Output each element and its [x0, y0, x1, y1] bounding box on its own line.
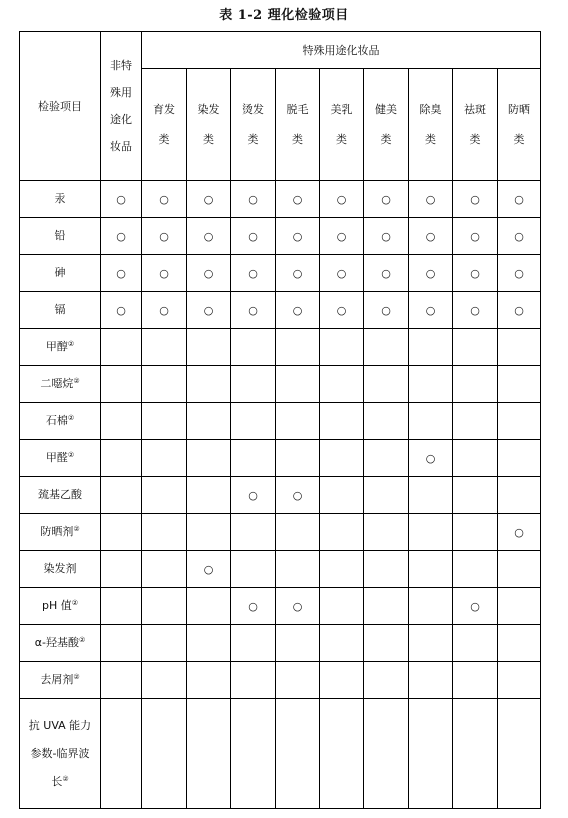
applicability-cell: ○ [187, 292, 231, 329]
header-category-line: 类 [513, 132, 525, 146]
applicability-cell [142, 514, 187, 551]
applicability-cell [142, 477, 187, 514]
applicability-cell: ○ [231, 181, 276, 218]
footnote-marker: ② [67, 340, 75, 348]
footnote-marker: ② [73, 377, 80, 385]
row-item-label-text: 去屑剂 [40, 673, 74, 686]
applicability-cell: ○ [276, 181, 320, 218]
row-item-label-text: 抗 UVA 能力 [28, 718, 92, 732]
table-title: 表 1-2 理化检验项目 [219, 8, 349, 23]
row-item-label-text: pH 值 [41, 599, 72, 612]
row-item-label-text: 参数-临界波 [30, 746, 90, 760]
header-category-line: 类 [247, 132, 259, 146]
applicability-cell: ○ [276, 292, 320, 329]
applicability-cell [142, 699, 187, 809]
applicability-cell [409, 366, 453, 403]
applicability-cell: ○ [453, 218, 498, 255]
applicability-cell [276, 699, 320, 809]
table-row [20, 181, 541, 218]
applicability-cell [498, 699, 541, 809]
applicability-cell [364, 662, 409, 699]
applicability-cell [409, 625, 453, 662]
applicability-cell: ○ [364, 218, 409, 255]
applicability-cell [453, 662, 498, 699]
row-item-label [20, 255, 101, 292]
applicability-cell [453, 477, 498, 514]
applicability-cell: ○ [320, 255, 364, 292]
row-item-label-line [20, 259, 100, 287]
applicability-cell: ○ [320, 292, 364, 329]
applicability-cell: ○ [187, 181, 231, 218]
row-item-label [20, 292, 101, 329]
applicability-cell [276, 662, 320, 699]
applicability-cell [320, 625, 364, 662]
applicability-cell [453, 366, 498, 403]
inspection-items-table [19, 31, 541, 809]
row-item-label-text: 防晒剂 [40, 525, 74, 538]
header-category-line: 类 [158, 132, 170, 146]
applicability-cell [320, 366, 364, 403]
applicability-cell: ○ [498, 255, 541, 292]
applicability-cell [187, 699, 231, 809]
applicability-cell: ○ [276, 477, 320, 514]
row-item-label [20, 551, 101, 588]
applicability-cell [498, 440, 541, 477]
applicability-cell [498, 551, 541, 588]
applicability-cell [187, 366, 231, 403]
applicability-cell: ○ [101, 181, 142, 218]
header-category [142, 69, 187, 181]
applicability-cell [320, 514, 364, 551]
applicability-cell [231, 403, 276, 440]
table-row [20, 329, 541, 366]
applicability-cell: ○ [231, 477, 276, 514]
header-non-special-line: 妆品 [110, 140, 132, 153]
applicability-cell [231, 662, 276, 699]
applicability-cell: ○ [409, 440, 453, 477]
applicability-cell [364, 440, 409, 477]
row-item-label [20, 625, 101, 662]
applicability-cell: ○ [142, 292, 187, 329]
applicability-cell [453, 514, 498, 551]
row-item-label [20, 218, 101, 255]
header-category [276, 69, 320, 181]
applicability-cell [409, 551, 453, 588]
applicability-cell [409, 699, 453, 809]
applicability-cell: ○ [101, 218, 142, 255]
applicability-cell [187, 588, 231, 625]
row-item-label-text: 染发剂 [43, 562, 77, 575]
row-item-label [20, 366, 101, 403]
row-item-label-line [20, 768, 100, 796]
applicability-cell [409, 588, 453, 625]
row-item-label-text: 甲醛 [45, 451, 68, 464]
header-special-cosmetics: 特殊用途化妆品 [142, 32, 541, 69]
applicability-cell [101, 477, 142, 514]
applicability-cell [276, 514, 320, 551]
applicability-cell: ○ [142, 218, 187, 255]
applicability-cell [101, 366, 142, 403]
table-row [20, 588, 541, 625]
applicability-cell [187, 477, 231, 514]
applicability-cell [320, 403, 364, 440]
applicability-cell: ○ [453, 588, 498, 625]
applicability-cell: ○ [409, 218, 453, 255]
header-non-special-line: 殊用 [110, 86, 132, 99]
applicability-cell [320, 662, 364, 699]
row-item-label [20, 440, 101, 477]
applicability-cell: ○ [498, 514, 541, 551]
applicability-cell [498, 625, 541, 662]
row-item-label-line [20, 481, 100, 509]
row-item-label [20, 477, 101, 514]
applicability-cell [364, 477, 409, 514]
applicability-cell [364, 366, 409, 403]
applicability-cell [498, 588, 541, 625]
applicability-cell [409, 403, 453, 440]
applicability-cell [142, 440, 187, 477]
row-item-label-line [20, 666, 100, 694]
applicability-cell: ○ [276, 255, 320, 292]
applicability-cell [409, 514, 453, 551]
applicability-cell: ○ [231, 588, 276, 625]
row-item-label-line [20, 555, 100, 583]
row-item-label [20, 588, 101, 625]
row-item-label-text: 汞 [54, 192, 66, 205]
applicability-cell [453, 699, 498, 809]
applicability-cell [498, 329, 541, 366]
applicability-cell [364, 551, 409, 588]
header-category [320, 69, 364, 181]
row-item-label-line [20, 296, 100, 324]
applicability-cell [409, 477, 453, 514]
applicability-cell [101, 551, 142, 588]
applicability-cell: ○ [409, 181, 453, 218]
row-item-label-line [20, 712, 100, 740]
header-category-line: 类 [336, 132, 347, 146]
table-row [20, 403, 541, 440]
applicability-cell [142, 403, 187, 440]
applicability-cell [101, 440, 142, 477]
applicability-cell [231, 366, 276, 403]
table-row [20, 255, 541, 292]
footnote-marker: ② [71, 599, 79, 607]
applicability-cell [101, 588, 142, 625]
applicability-cell [320, 329, 364, 366]
header-category-line: 类 [380, 132, 392, 146]
row-item-label-line [20, 592, 100, 620]
header-category-line: 健美 [375, 102, 397, 116]
applicability-cell [142, 662, 187, 699]
applicability-cell [453, 403, 498, 440]
applicability-cell [101, 514, 142, 551]
applicability-cell [364, 329, 409, 366]
applicability-cell [364, 514, 409, 551]
applicability-cell [320, 588, 364, 625]
header-inspection-item: 检验项目 [20, 32, 101, 181]
row-item-label-line [20, 407, 100, 435]
row-item-label-text: 长 [51, 774, 63, 788]
row-item-label-text: 铅 [54, 229, 66, 242]
applicability-cell [276, 440, 320, 477]
applicability-cell [364, 699, 409, 809]
footnote-marker: ② [67, 451, 75, 459]
table-row [20, 625, 541, 662]
applicability-cell [364, 625, 409, 662]
header-category-line: 美乳 [330, 102, 353, 116]
header-category [409, 69, 453, 181]
row-item-label-line [20, 333, 100, 361]
applicability-cell: ○ [364, 255, 409, 292]
applicability-cell [498, 477, 541, 514]
applicability-cell [320, 440, 364, 477]
header-category-line: 防晒 [508, 102, 530, 116]
applicability-cell: ○ [498, 292, 541, 329]
applicability-cell: ○ [101, 255, 142, 292]
applicability-cell [231, 514, 276, 551]
applicability-cell: ○ [276, 218, 320, 255]
applicability-cell: ○ [276, 588, 320, 625]
applicability-cell [453, 440, 498, 477]
applicability-cell: ○ [453, 181, 498, 218]
footnote-marker: ② [78, 636, 86, 644]
header-category-line: 类 [425, 132, 436, 146]
applicability-cell [409, 329, 453, 366]
row-item-label-line [20, 222, 100, 250]
applicability-cell [187, 662, 231, 699]
row-item-label-text: 砷 [54, 266, 66, 279]
header-category-line: 染发 [197, 102, 220, 116]
applicability-cell [231, 625, 276, 662]
row-item-label-line [20, 629, 100, 657]
applicability-cell [187, 329, 231, 366]
row-item-label-line [20, 185, 100, 213]
row-item-label [20, 514, 101, 551]
header-category [231, 69, 276, 181]
applicability-cell [142, 551, 187, 588]
footnote-marker: ② [73, 525, 80, 533]
table-row [20, 292, 541, 329]
applicability-cell [276, 551, 320, 588]
table-row [20, 551, 541, 588]
header-category [453, 69, 498, 181]
row-item-label [20, 699, 101, 809]
applicability-cell [364, 588, 409, 625]
row-item-label [20, 403, 101, 440]
applicability-cell [453, 329, 498, 366]
applicability-cell [409, 662, 453, 699]
table-row [20, 366, 541, 403]
applicability-cell: ○ [187, 255, 231, 292]
applicability-cell [101, 329, 142, 366]
applicability-cell [142, 588, 187, 625]
row-item-label [20, 662, 101, 699]
row-item-label-line [20, 740, 100, 768]
applicability-cell: ○ [142, 255, 187, 292]
header-category-line: 类 [203, 132, 214, 146]
header-category-line: 脱毛 [286, 102, 309, 116]
applicability-cell [142, 625, 187, 662]
applicability-cell [187, 514, 231, 551]
row-item-label [20, 329, 101, 366]
footnote-marker: ② [67, 414, 75, 422]
applicability-cell [101, 662, 142, 699]
table-row [20, 662, 541, 699]
applicability-cell: ○ [498, 218, 541, 255]
applicability-cell: ○ [142, 181, 187, 218]
header-category-line: 祛斑 [464, 102, 486, 116]
header-category-line: 育发 [153, 102, 175, 116]
applicability-cell: ○ [453, 255, 498, 292]
applicability-cell: ○ [231, 292, 276, 329]
header-category-line: 类 [292, 132, 303, 146]
applicability-cell: ○ [409, 255, 453, 292]
applicability-cell: ○ [187, 551, 231, 588]
applicability-cell [320, 477, 364, 514]
row-item-label-line [20, 444, 100, 472]
applicability-cell [320, 551, 364, 588]
row-item-label-text: 石棉 [45, 414, 68, 427]
applicability-cell [231, 699, 276, 809]
applicability-cell [142, 329, 187, 366]
applicability-cell [498, 403, 541, 440]
applicability-cell [320, 699, 364, 809]
header-category-line: 类 [469, 132, 481, 146]
applicability-cell [101, 625, 142, 662]
applicability-cell: ○ [409, 292, 453, 329]
applicability-cell [187, 403, 231, 440]
applicability-cell [101, 699, 142, 809]
applicability-cell: ○ [498, 181, 541, 218]
applicability-cell [498, 662, 541, 699]
applicability-cell [101, 403, 142, 440]
row-item-label-line [20, 518, 100, 546]
row-item-label-text: 甲醇 [45, 340, 68, 353]
applicability-cell [364, 403, 409, 440]
applicability-cell: ○ [320, 181, 364, 218]
table-row [20, 477, 541, 514]
footnote-marker: ② [62, 774, 69, 783]
applicability-cell [231, 440, 276, 477]
row-item-label-text: 二噁烷 [40, 377, 74, 390]
applicability-cell [276, 625, 320, 662]
applicability-cell [231, 551, 276, 588]
applicability-cell [276, 329, 320, 366]
applicability-cell [187, 440, 231, 477]
applicability-cell: ○ [364, 292, 409, 329]
applicability-cell [453, 551, 498, 588]
header-non-special-line: 途化 [110, 113, 132, 126]
row-item-label-text: 巯基乙酸 [38, 488, 82, 501]
applicability-cell: ○ [101, 292, 142, 329]
applicability-cell [187, 625, 231, 662]
header-category [187, 69, 231, 181]
header-non-special-line: 非特 [110, 59, 132, 72]
header-category [364, 69, 409, 181]
applicability-cell [276, 366, 320, 403]
table-row [20, 514, 541, 551]
applicability-cell [276, 403, 320, 440]
footnote-marker: ② [73, 673, 80, 681]
applicability-cell [142, 366, 187, 403]
applicability-cell: ○ [231, 218, 276, 255]
applicability-cell: ○ [453, 292, 498, 329]
applicability-cell: ○ [364, 181, 409, 218]
row-item-label [20, 181, 101, 218]
applicability-cell: ○ [187, 218, 231, 255]
applicability-cell: ○ [320, 218, 364, 255]
table-row [20, 699, 541, 809]
table-row [20, 218, 541, 255]
row-item-label-text: α-羟基酸 [34, 636, 79, 649]
header-non-special-cosmetics [101, 32, 142, 181]
header-category-line: 除臭 [419, 102, 442, 116]
header-category-line: 烫发 [242, 102, 264, 116]
applicability-cell [231, 329, 276, 366]
row-item-label-line [20, 370, 100, 398]
applicability-cell [498, 366, 541, 403]
applicability-cell [453, 625, 498, 662]
row-item-label-text: 镉 [54, 303, 66, 316]
applicability-cell: ○ [231, 255, 276, 292]
table-row [20, 440, 541, 477]
header-category [498, 69, 541, 181]
